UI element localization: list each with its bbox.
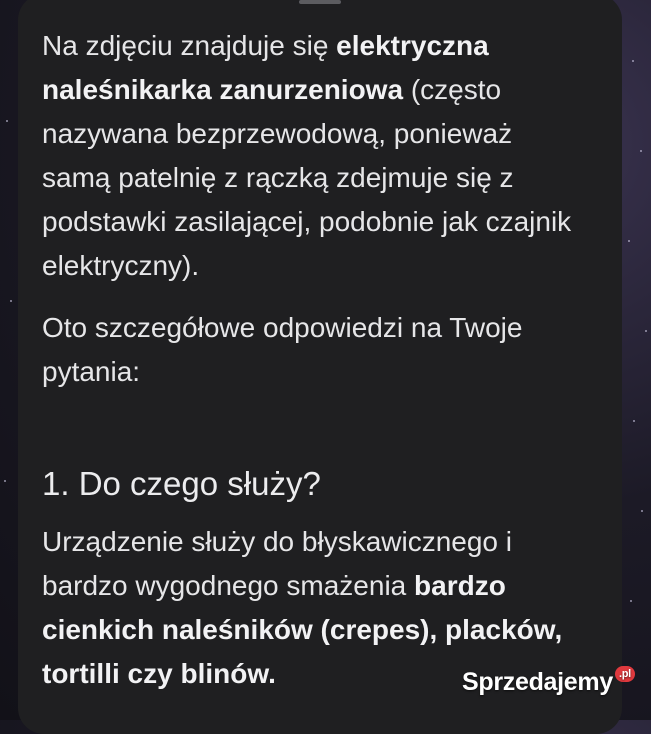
- response-content: [42, 24, 582, 696]
- drag-handle[interactable]: [299, 0, 341, 4]
- answer-text: Urządzenie służy do błyskawicznego i bardzo wygodnego smażenia: [42, 526, 512, 601]
- section-heading: 1. Do czego służy?: [42, 465, 321, 502]
- answer-bold-text: bardzo cienkich naleśników (crepes), placków, tortilli czy blinów.: [42, 570, 563, 689]
- intro-text: Na zdjęciu znajduje się: [42, 30, 337, 61]
- watermark-badge: .pl: [615, 666, 635, 682]
- intro-text-continued: (często nazywana bezprzewodową, ponieważ samą patelnię z rączką zdejmuje się z podstawki zasilającej, podobnie jak czajnik elektryczny).: [42, 74, 572, 281]
- intro-paragraph: [42, 24, 582, 288]
- intro-bold-text: elektryczna naleśnikarka zanurzeniowa: [42, 30, 489, 105]
- questions-paragraph: Oto szczegółowe odpowiedzi na Twoje pytania:: [42, 312, 523, 387]
- watermark-logo: [462, 668, 635, 708]
- watermark-brand: Sprzedajemy: [462, 668, 613, 696]
